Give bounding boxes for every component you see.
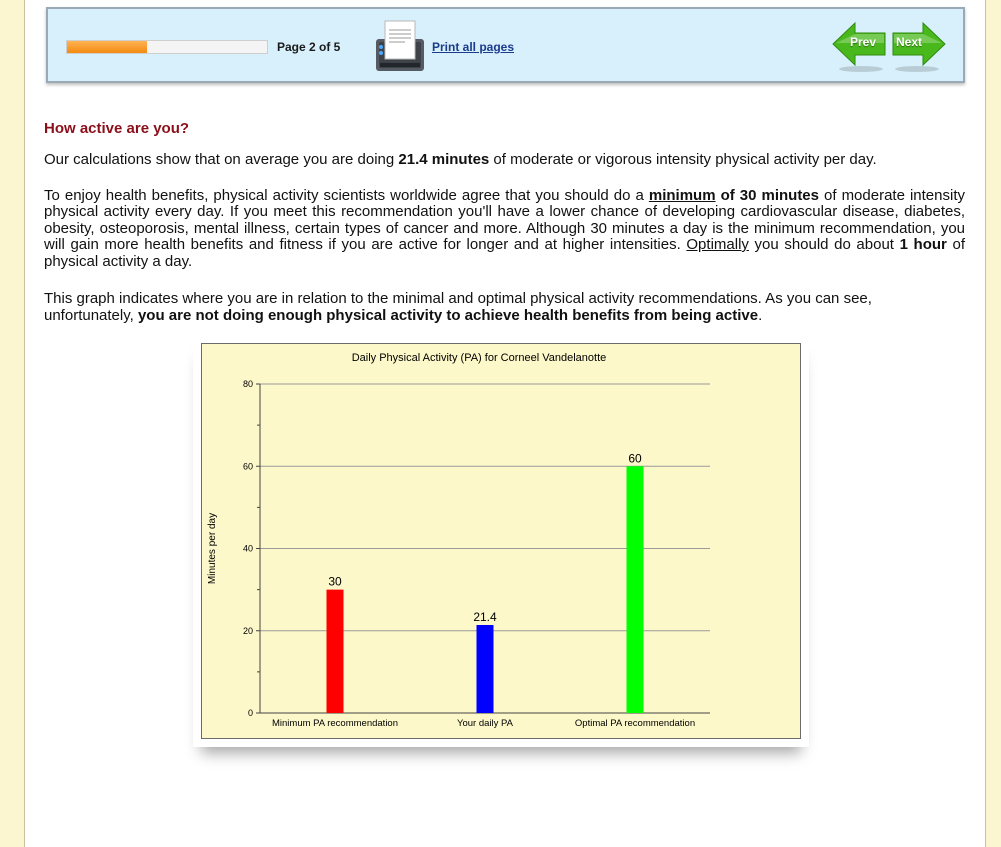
next-button-label: Next [896, 35, 923, 49]
text-span: you should do about [748, 236, 900, 253]
text-span: This graph indicates where you are in relation to the minimal and optimal physical activity recommendations. As you can see, unfortunately, [44, 290, 872, 324]
minimum-minutes-emphasis: of 30 minutes [715, 186, 819, 204]
y-tick-label: 0 [247, 708, 253, 718]
x-category-label: Your daily PA [457, 718, 513, 729]
optimally-emphasis: Optimally [686, 236, 749, 253]
bar-1 [327, 590, 344, 713]
not-enough-activity-emphasis: you are not doing enough physical activity to achieve health benefits from being active [137, 306, 759, 324]
page-indicator: Page 2 of 5 [277, 40, 341, 54]
chart-card [193, 336, 809, 747]
recommendation-paragraph [44, 188, 965, 271]
y-tick-label: 60 [242, 461, 253, 472]
x-category-label: Optimal PA recommendation [574, 718, 696, 729]
minimum-emphasis: minimum [648, 186, 716, 204]
y-axis-label: Minutes per day [207, 512, 218, 585]
print-all-pages-link[interactable]: Print all pages [432, 40, 515, 54]
text-span: Our calculations show that on average you are doing [44, 151, 399, 168]
bar-2 [477, 625, 494, 713]
bar-value-label: 30 [328, 574, 342, 589]
progress-bar [66, 40, 268, 54]
average-minutes-value: 21.4 minutes [398, 151, 490, 168]
average-activity-paragraph [44, 152, 965, 169]
chart-title: Daily Physical Activity (PA) for Corneel Vandelanotte [351, 352, 607, 364]
chart-frame [201, 343, 801, 739]
progress-bar-fill [67, 41, 147, 53]
text-span: To enjoy health benefits, physical activity scientists worldwide agree that you should do a [44, 186, 649, 204]
x-category-label: Minimum PA recommendation [271, 718, 399, 729]
y-tick-label: 80 [242, 379, 253, 389]
prev-button-label: Prev [850, 35, 877, 49]
main-content [44, 120, 965, 324]
text-span: of physical activity a day. [44, 236, 965, 270]
bar-value-label: 21.4 [473, 609, 497, 624]
printer-icon[interactable] [370, 19, 428, 73]
text-span: of moderate or vigorous intensity physical activity per day. [489, 151, 877, 168]
activity-bar-chart [202, 344, 800, 738]
page-container [24, 0, 986, 847]
graph-intro-paragraph [44, 291, 965, 324]
navigation-bar [46, 7, 965, 83]
one-hour-emphasis: 1 hour [899, 236, 947, 253]
bar-3 [627, 466, 644, 713]
section-title: How active are you? [44, 120, 190, 137]
next-button[interactable] [891, 21, 947, 73]
text-span: . [758, 306, 763, 324]
bar-value-label: 60 [628, 451, 642, 466]
text-span: of moderate intensity physical activity every day. If you meet this recommendation you'll have a lower chance of developing cardiovascular disease, diabetes, obesity, osteoporosis, mental illness, certain types of cancer and more. Although 30 minutes a day is the minimum recommendation, you will gain more health benefits and fitness if you are active for longer and at higher intensities. [44, 186, 965, 253]
prev-button[interactable] [831, 21, 887, 73]
y-tick-label: 20 [242, 625, 253, 636]
y-tick-label: 40 [242, 543, 253, 554]
